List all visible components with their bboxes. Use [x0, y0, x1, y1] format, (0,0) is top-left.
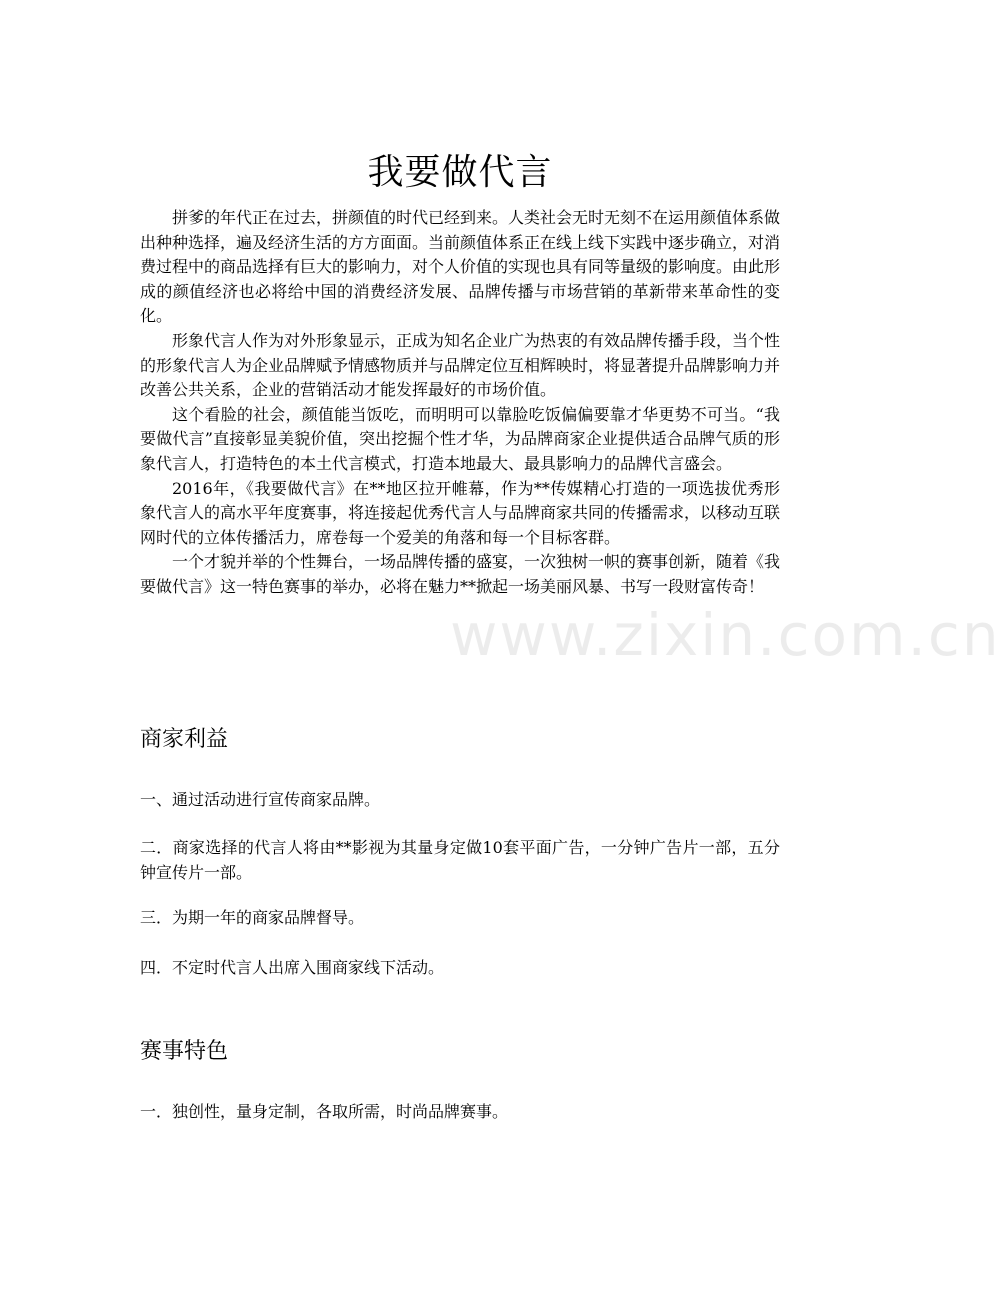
intro-paragraph-4: 2016年，《我要做代言》在**地区拉开帷幕，作为**传媒精心打造的一项选拔优秀形象代言人的高水平年度赛事，将连接起优秀代言人与品牌商家共同的传播需求，以移动互联网时代的立体传播活力，席卷每一个爱美的角落和每一个目标客群。 [140, 478, 781, 547]
intro-paragraph-1: 拼爹的年代正在过去，拼颜值的时代已经到来。人类社会无时无刻不在运用颜值体系做出种种选择，遍及经济生活的方方面面。当前颜值体系正在线上线下实践中逐步确立，对消费过程中的商品选择有巨大的影响力，对个人价值的实现也具有同等量级的影响度。由此形成的颜值经济也必将给中国的消费经济发展、品牌传播与市场营销的革新带来革命性的变化。 [140, 208, 781, 326]
benefit-item-3: 三．为期一年的商家品牌督导。 [140, 908, 365, 927]
intro-section [140, 206, 780, 600]
intro-paragraph-2: 形象代言人作为对外形象显示，正成为知名企业广为热衷的有效品牌传播手段，当个性的形象代言人为企业品牌赋予情感物质并与品牌定位互相辉映时，将显著提升品牌影响力并改善公共关系，企业的营销活动才能发挥最好的市场价值。 [140, 330, 781, 400]
intro-paragraph-3: 这个看脸的社会，颜值能当饭吃，而明明可以靠脸吃饭偏偏要靠才华更势不可当。“我要做代言”直接彰显美貌价值，突出挖掘个性才华，为品牌商家企业提供适合品牌气质的形象代言人，打造特色的本土代言模式，打造本地最大、最具影响力的品牌代言盛会。 [140, 404, 780, 473]
document-title: 我要做代言 [367, 152, 553, 194]
watermark-text: www.zixin.com.cn [450, 601, 1001, 669]
benefit-item-4: 四．不定时代言人出席入围商家线下活动。 [140, 958, 445, 977]
intro-paragraph-5: 一个才貌并举的个性舞台，一场品牌传播的盛宴，一次独树一帜的赛事创新，随着《我要做代言》这一特色赛事的举办，必将在魅力**掀起一场美丽风暴、书写一段财富传奇！ [140, 552, 781, 596]
feature-item-1: 一．独创性，量身定制，各取所需，时尚品牌赛事。 [140, 1102, 509, 1121]
features-heading: 赛事特色 [140, 1039, 229, 1064]
benefits-heading: 商家利益 [140, 727, 229, 752]
benefit-item-2: 二．商家选择的代言人将由**影视为其量身定做10套平面广告，一分钟广告片一部，五分钟宣传片一部。 [140, 838, 780, 882]
benefit-item-1: 一、通过活动进行宣传商家品牌。 [140, 790, 381, 809]
